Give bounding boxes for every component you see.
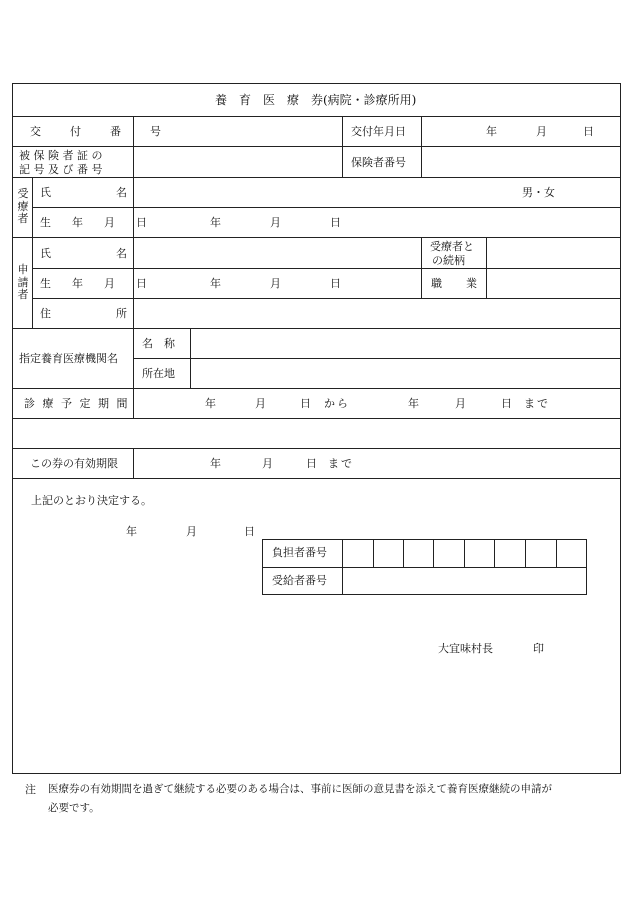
period-to-day: 日: [501, 397, 512, 410]
row-divider: [12, 478, 621, 479]
decision-day: 日: [244, 525, 255, 538]
row-divider: [32, 268, 621, 269]
issue-month: 月: [536, 125, 547, 138]
row-divider: [12, 418, 621, 419]
col-divider: [486, 237, 487, 298]
number-table-divider: [342, 539, 343, 595]
digit-cell-divider: [525, 539, 526, 567]
row-divider: [12, 388, 621, 389]
applicant-name-label-2: 名: [116, 247, 127, 260]
patient-name-label-1: 氏: [40, 186, 51, 199]
insured-label-2: 記 号 及 び 番 号: [19, 163, 103, 176]
issue-date-label: 交付年月日: [351, 125, 406, 138]
applicant-group-label: 申 請 者: [17, 263, 29, 302]
col-divider: [133, 388, 134, 418]
col-divider: [133, 177, 134, 328]
period-from-month: 月: [255, 397, 266, 410]
applicant-birth-label: 生 年 月 日: [40, 277, 152, 290]
mayor-label: 大宜味村長: [438, 642, 493, 655]
applicant-birth-day: 日: [330, 277, 341, 290]
row-divider: [12, 116, 621, 117]
insured-label-1: 被 保 険 者 証 の: [19, 149, 103, 162]
validity-month: 月: [262, 457, 273, 470]
relation-label-2: の続柄: [432, 254, 465, 267]
col-divider: [342, 116, 343, 177]
institution-label: 指定養育医療機関名: [19, 352, 118, 365]
period-to-month: 月: [455, 397, 466, 410]
digit-cell-divider: [494, 539, 495, 567]
institution-address-label: 所在地: [142, 367, 175, 380]
decision-month: 月: [186, 525, 197, 538]
period-from-day: 日: [300, 397, 311, 410]
validity-until-text: まで: [328, 457, 354, 470]
row-divider: [12, 146, 621, 147]
occupation-label-1: 職: [431, 277, 442, 290]
applicant-name-label-1: 氏: [40, 247, 51, 260]
issue-number-label: 交 付 番 号: [30, 125, 170, 138]
validity-label: この券の有効期限: [30, 457, 118, 470]
payer-number-label: 負担者番号: [272, 546, 327, 559]
address-label-2: 所: [116, 307, 127, 320]
validity-year: 年: [210, 457, 221, 470]
row-divider: [12, 177, 621, 178]
note-line-2: 必要です。: [48, 802, 100, 814]
row-divider: [133, 358, 621, 359]
relation-label-1: 受療者と: [430, 240, 474, 253]
digit-cell-divider: [464, 539, 465, 567]
occupation-label-2: 業: [466, 277, 477, 290]
period-from-text: から: [324, 397, 350, 410]
patient-birth-month: 月: [270, 216, 281, 229]
patient-gender: 男・女: [522, 186, 555, 199]
row-divider: [12, 237, 621, 238]
applicant-birth-month: 月: [270, 277, 281, 290]
issue-day: 日: [583, 125, 594, 138]
insurer-number-label: 保険者番号: [351, 156, 406, 169]
patient-birth-year: 年: [210, 216, 221, 229]
note-line-1: 医療券の有効期間を過ぎて継続する必要のある場合は、事前に医師の意見書を添えて養育医療継続の申請が: [48, 783, 552, 795]
patient-group-label: 受 療 者: [17, 187, 29, 226]
digit-cell-divider: [403, 539, 404, 567]
digit-cell-divider: [556, 539, 557, 567]
col-divider: [133, 448, 134, 478]
applicant-birth-year: 年: [210, 277, 221, 290]
row-divider: [12, 448, 621, 449]
col-divider: [421, 116, 422, 177]
period-to-year: 年: [408, 397, 419, 410]
period-from-year: 年: [205, 397, 216, 410]
form-title: 養 育 医 療 券(病院・診療所用): [215, 93, 417, 107]
address-label-1: 住: [40, 307, 51, 320]
decision-text: 上記のとおり決定する。: [31, 494, 152, 507]
institution-name-label: 名 称: [142, 337, 175, 350]
note-mark: 注: [25, 783, 36, 796]
issue-year: 年: [486, 125, 497, 138]
patient-birth-day: 日: [330, 216, 341, 229]
seal-label: 印: [533, 642, 544, 655]
patient-birth-label: 生 年 月 日: [40, 216, 152, 229]
patient-name-label-2: 名: [116, 186, 127, 199]
number-table-divider: [262, 567, 587, 568]
decision-year: 年: [126, 525, 137, 538]
validity-day: 日: [306, 457, 317, 470]
period-label: 診 療 予 定 期 間: [24, 397, 130, 410]
period-until-text: まで: [524, 397, 550, 410]
col-divider: [32, 177, 33, 328]
row-divider: [32, 298, 621, 299]
row-divider: [32, 207, 621, 208]
digit-cell-divider: [373, 539, 374, 567]
recipient-number-label: 受給者番号: [272, 574, 327, 587]
col-divider: [133, 328, 134, 388]
col-divider: [190, 328, 191, 388]
digit-cell-divider: [433, 539, 434, 567]
col-divider: [421, 237, 422, 298]
row-divider: [12, 328, 621, 329]
